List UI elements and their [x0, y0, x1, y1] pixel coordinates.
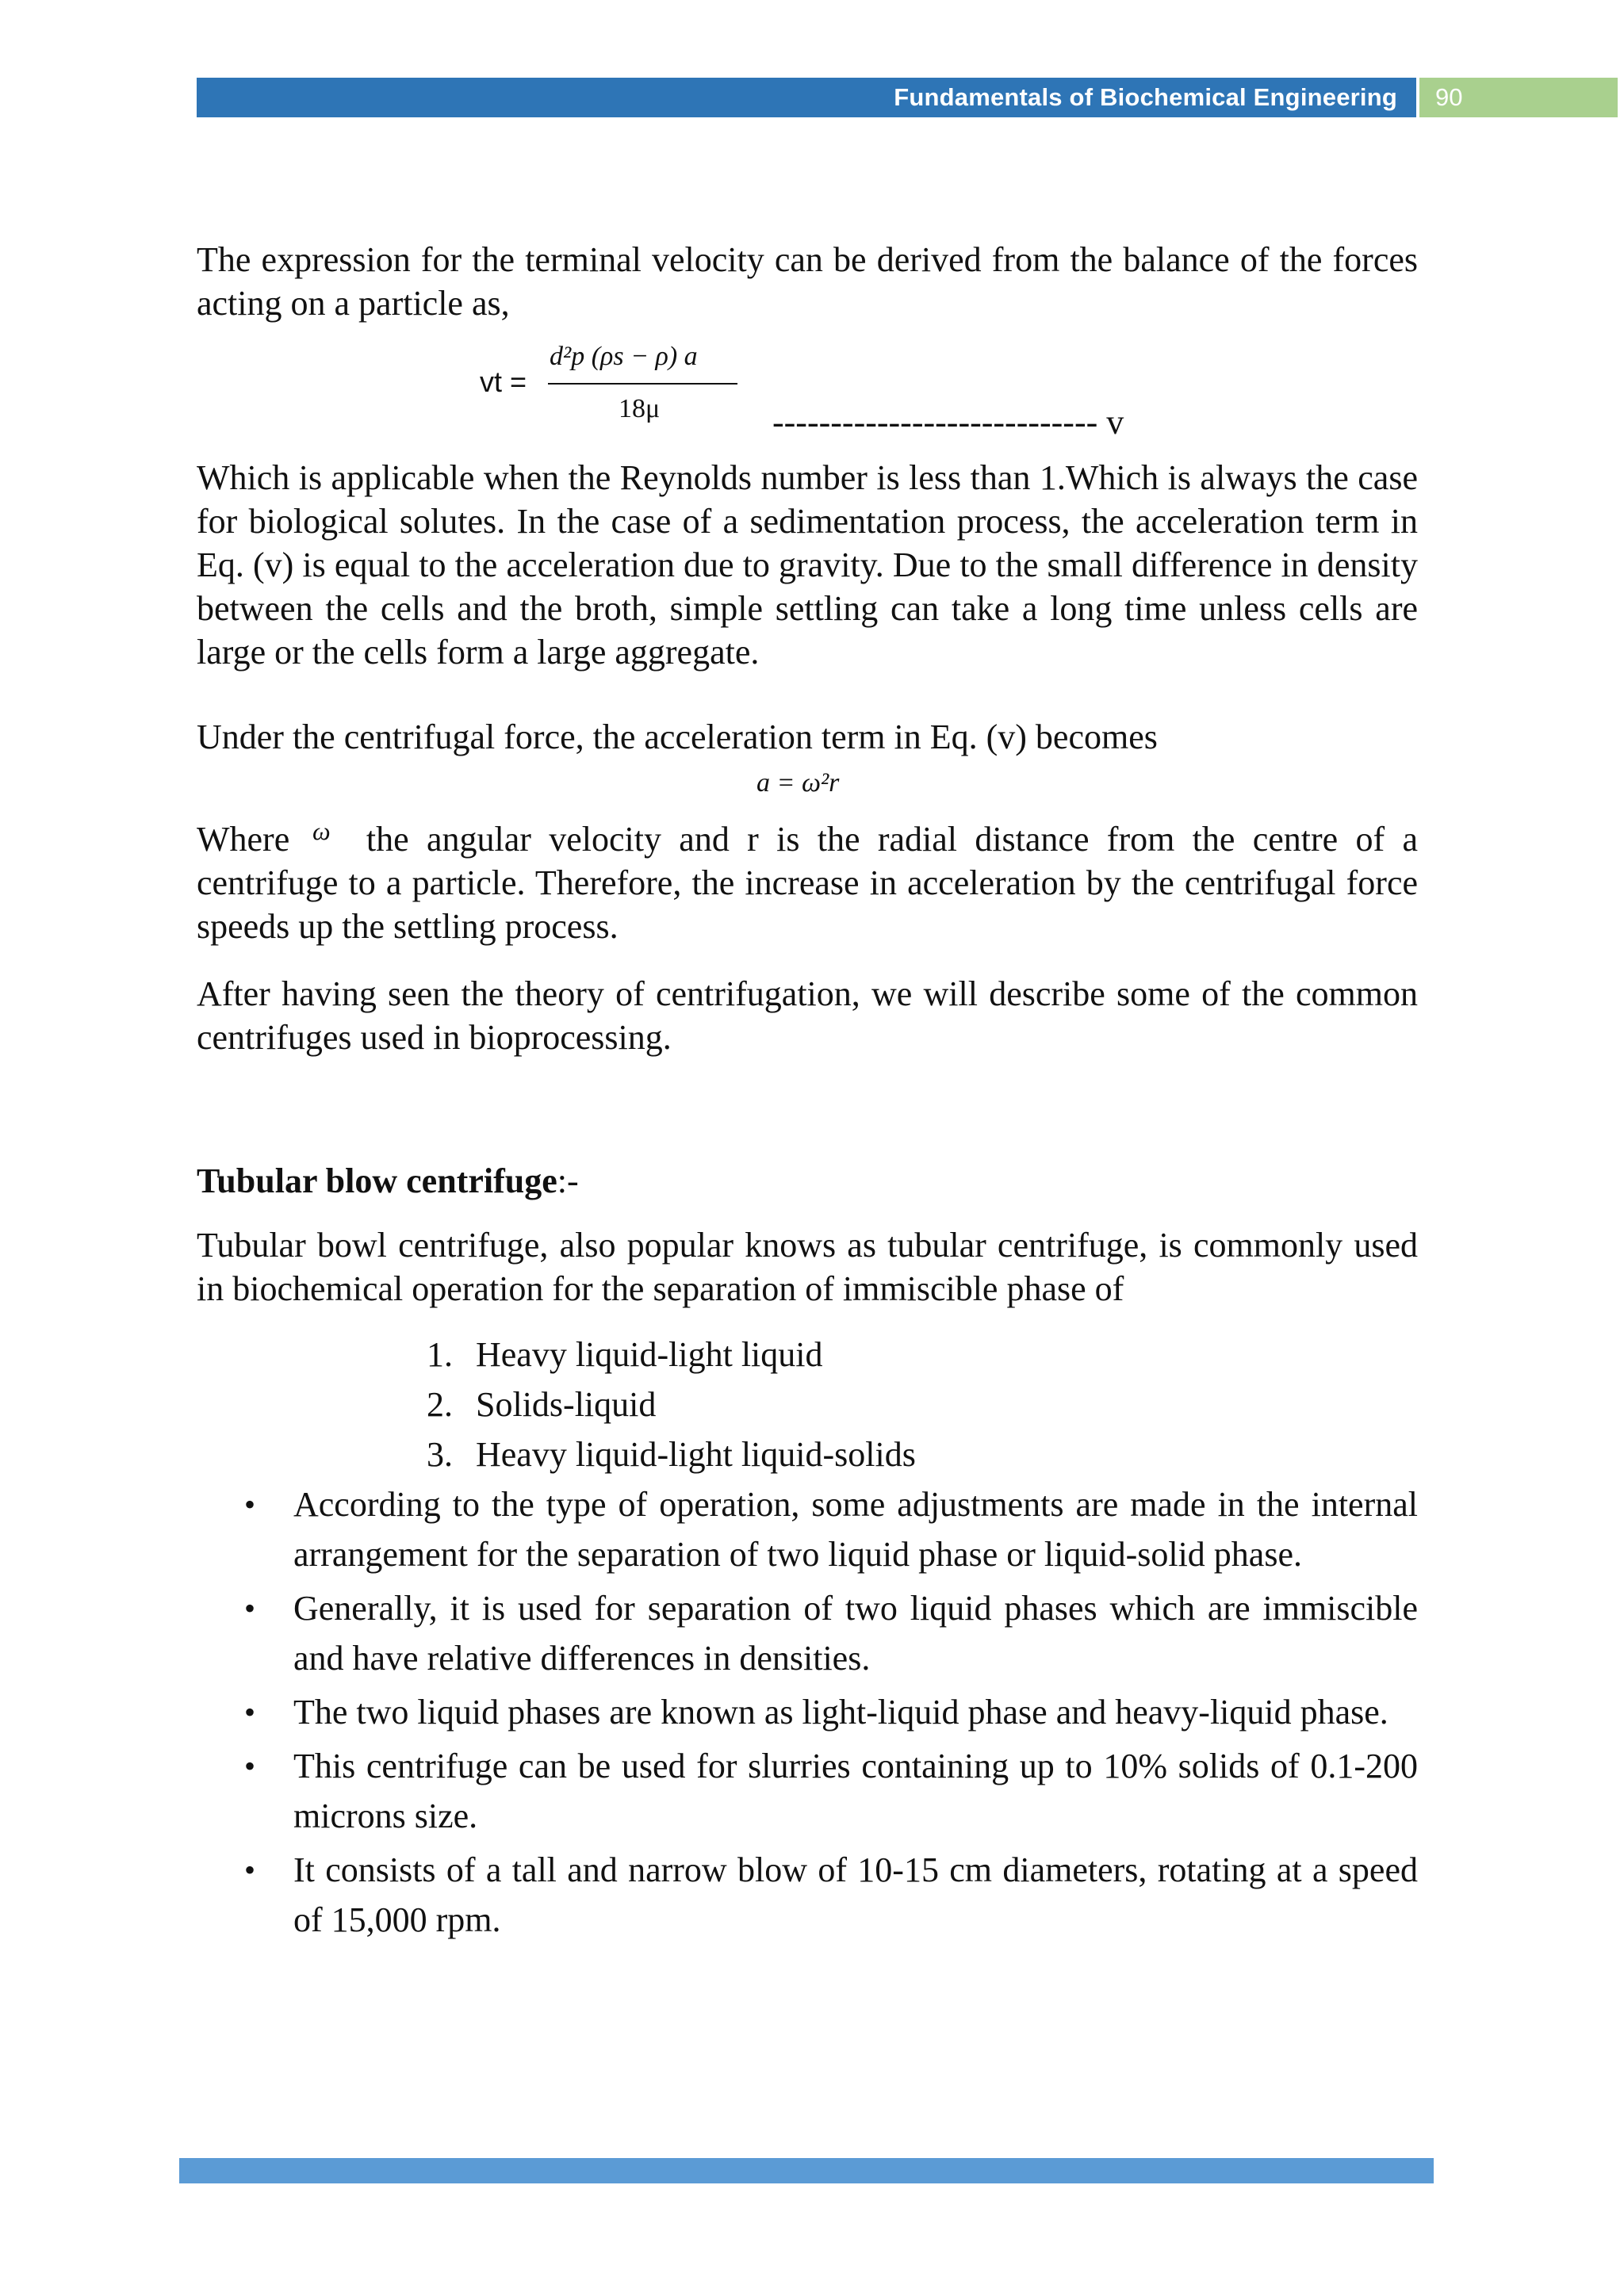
bullet-item: • Generally, it is used for separation of two liquid phases which are immiscible and have relative differences in densities.: [244, 1589, 1418, 1678]
feature-bullets: [197, 1479, 1418, 1945]
bullet-item: • This centrifuge can be used for slurries containing up to 10% solids of 0.1-200 microns size.: [244, 1747, 1418, 1835]
acceleration-formula: [755, 764, 866, 799]
header-bar: [197, 78, 1418, 117]
page-content: [197, 238, 1418, 1949]
paragraph-terminal-velocity: The expression for the terminal velocity can be derived from the balance of the forces acting on a particle as,: [197, 240, 1418, 323]
terminal-velocity-formula: [480, 331, 741, 425]
page-number: 90: [1419, 78, 1618, 117]
formula-lhs: vt =: [480, 365, 527, 398]
book-title: Fundamentals of Biochemical Engineering: [894, 83, 1397, 111]
formula-numerator: d²p (ρs − ρ) a: [550, 342, 698, 371]
bullet-item: • It consists of a tall and narrow blow of 10-15 cm diameters, rotating at a speed of 15,000 rpm.: [244, 1850, 1418, 1939]
paragraph-centrifugal: Under the centrifugal force, the acceleration term in Eq. (v) becomes: [197, 718, 1158, 756]
svg-text:ω: ω: [312, 819, 331, 845]
phase-list: [197, 1330, 1418, 1479]
bullet-item: • According to the type of operation, some adjustments are made in the internal arrangement for the separation of two liquid phase or liquid-solid phase.: [244, 1485, 1418, 1574]
list-item: 1. Heavy liquid-light liquid: [427, 1335, 823, 1374]
footer-bar: [179, 2158, 1434, 2183]
paragraph-angular-velocity: Where ω the angular velocity and r is the radial distance from the centre of a centrifuge to a particle. Therefore, the increase in acceleration by the centrifugal force speeds up the settling process.: [197, 817, 1418, 948]
bullet-item: • The two liquid phases are known as light-liquid phase and heavy-liquid phase.: [244, 1693, 1388, 1732]
formula-a-text: a = ω²r: [756, 768, 840, 798]
formula-denominator: 18μ: [619, 394, 661, 423]
paragraph-tubular: Tubular bowl centrifuge, also popular knows as tubular centrifuge, is commonly used in biochemical operation for the separation of immiscible phase of: [197, 1226, 1418, 1308]
section-heading: Tubular blow centrifuge:-: [197, 1161, 579, 1200]
paragraph-theory: After having seen the theory of centrifugation, we will describe some of the common centrifuges used in bioprocessing.: [197, 974, 1418, 1057]
equation-tag: ---------------------------- v: [772, 403, 1124, 442]
omega-symbol: [311, 819, 343, 848]
paragraph-reynolds: Which is applicable when the Reynolds number is less than 1.Which is always the case for biological solutes. In the case of a sedimentation process, the acceleration term in Eq. (v) is equal to the acceleration due to gravity. Due to the small difference in density between the cells and the broth, simple settling can take a long time unless cells are large or the cells form a large aggregate.: [197, 458, 1418, 672]
list-item: 3. Heavy liquid-light liquid-solids: [427, 1435, 916, 1474]
list-item: 2. Solids-liquid: [427, 1385, 657, 1424]
